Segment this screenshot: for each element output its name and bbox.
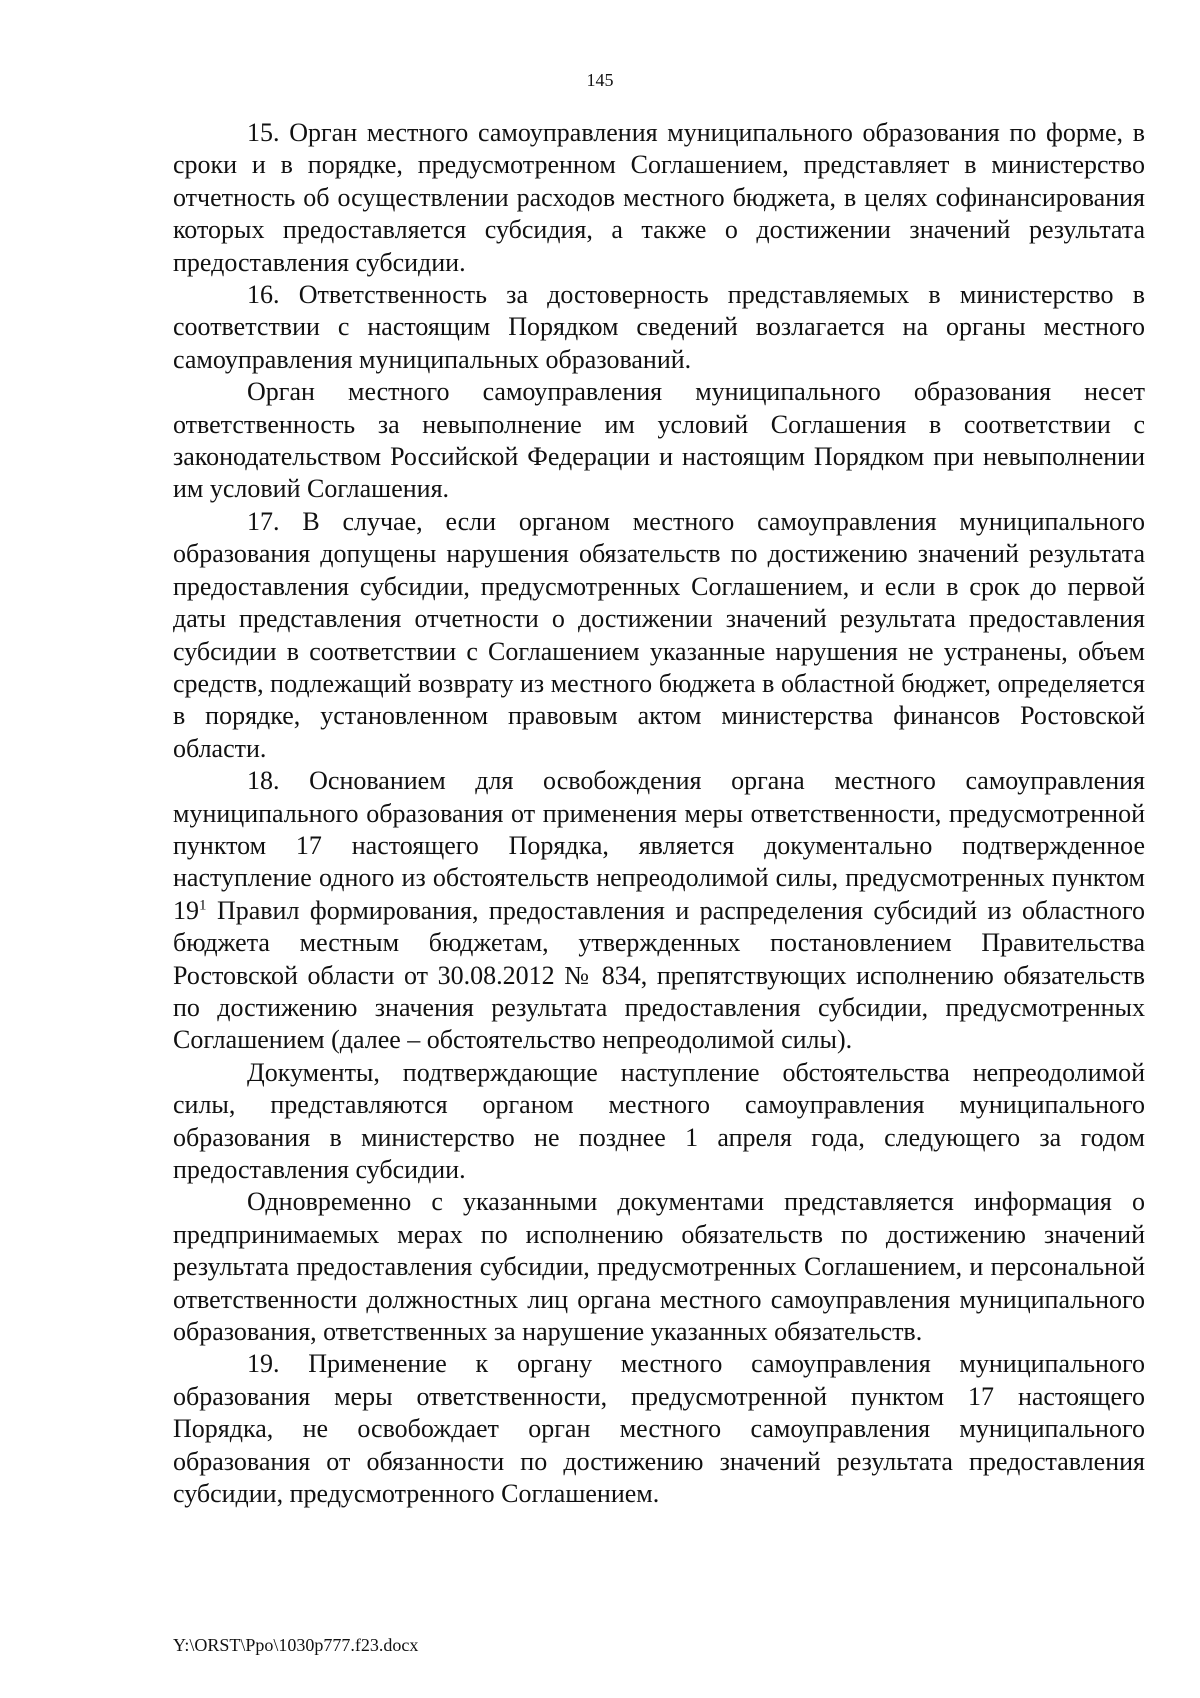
paragraph-18-text-after: Правил формирования, предоставления и распределения субсидий из областного бюджета местным бюджетам, утвержденных постановлением Правительства Ростовской области от 30.08.2012 № 834, препятствующих исполнению обязательств по достижению значения результата предоставления субсидии, предусмотренных Соглашением (далее – обстоятельство непреодолимой силы). (173, 895, 1145, 1055)
paragraph-18-documents: Документы, подтверждающие наступление обстоятельства непреодолимой силы, представляются органом местного самоуправления муниципального образования в министерство не позднее 1 апреля года, следующего за годом предоставления субсидии. (173, 1057, 1145, 1184)
file-path-footer: Y:\ORST\Ppo\1030p777.f23.docx (173, 1635, 419, 1655)
paragraph-19: 19. Применение к органу местного самоуправления муниципального образования меры ответственности, предусмотренной пунктом 17 настоящего Порядка, не освобождает орган местного самоуправления муниципального образования от обязанности по достижению значений результата предоставления субсидии, предусмотренного Соглашением. (173, 1349, 1145, 1509)
paragraph-16: 16. Ответственность за достоверность представляемых в министерство в соответствии с настоящим Порядком сведений возлагается на органы местного самоуправления муниципальных образований. (173, 280, 1145, 374)
superscript-footnote: 1 (199, 897, 207, 914)
document-body (173, 117, 1145, 1510)
paragraph-18 (173, 765, 1145, 1057)
paragraph-18-text-before: 18. Основанием для освобождения органа местного самоуправления муниципального образования от применения меры ответственности, предусмотренной пунктом 17 настоящего Порядка, является документально подтвержденное наступление одного из обстоятельств непреодолимой силы, предусмотренных пунктом 19 (173, 766, 1145, 925)
paragraph-16-responsibility: Орган местного самоуправления муниципального образования несет ответственность за невыполнение им условий Соглашения в соответствии с законодательством Российской Федерации и настоящим Порядком при невыполнении им условий Соглашения. (173, 377, 1145, 504)
paragraph-18-information: Одновременно с указанными документами представляется информация о предпринимаемых мерах по исполнению обязательств по достижению значений результата предоставления субсидии, предусмотренных Соглашением, и персональной ответственности должностных лиц органа местного самоуправления муниципального образования, ответственных за нарушение указанных обязательств. (173, 1187, 1145, 1347)
paragraph-15: 15. Орган местного самоуправления муниципального образования по форме, в сроки и в порядке, предусмотренном Соглашением, представляет в министерство отчетность об осуществлении расходов местного бюджета, в целях софинансирования которых предоставляется субсидия, а также о достижении значений результата предоставления субсидии. (173, 118, 1145, 277)
page-number: 145 (586, 70, 614, 90)
paragraph-17: 17. В случае, если органом местного самоуправления муниципального образования допущены нарушения обязательств по достижению значений результата предоставления субсидии, предусмотренных Соглашением, и если в срок до первой даты представления отчетности о достижении значений результата предоставления субсидии в соответствии с Соглашением указанные нарушения не устранены, объем средств, подлежащий возврату из местного бюджета в областной бюджет, определяется в порядке, установленном правовым актом министерства финансов Ростовской области. (173, 506, 1145, 763)
